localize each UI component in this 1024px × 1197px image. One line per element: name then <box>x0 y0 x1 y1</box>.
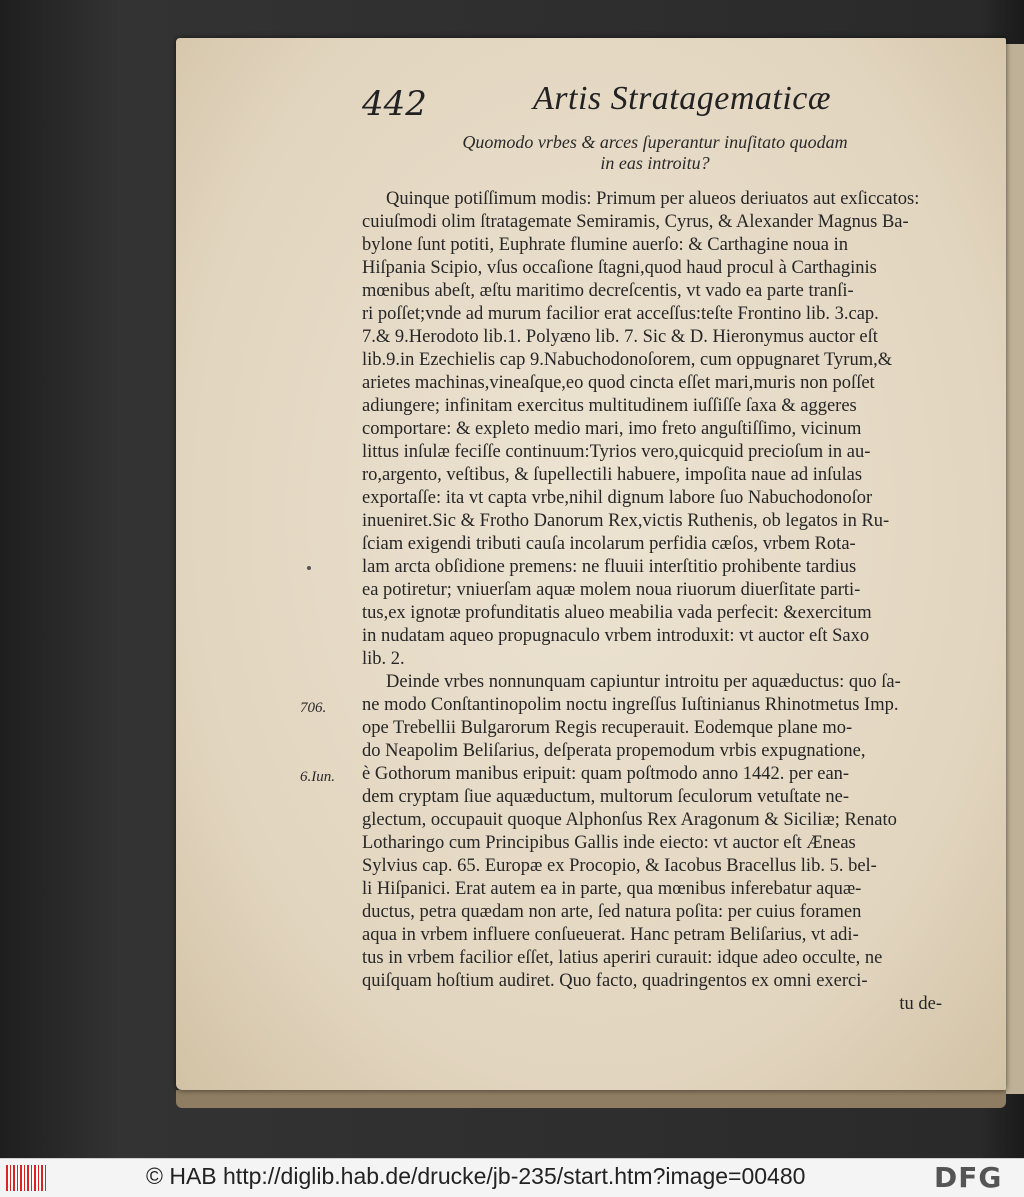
text-line: tus,ex ignotæ profunditatis alueo meabilia vada perfecit: &exercitum <box>362 603 872 623</box>
catchword: tu de- <box>899 994 942 1014</box>
text-line: inueniret.Sic & Frotho Danorum Rex,victis Ruthenis, ob legatos in Ru- <box>362 511 890 531</box>
page-number: 442 <box>362 84 427 124</box>
text-line: ne modo Conſtantinopolim noctu ingreſſus Iuſtinianus Rhinotmetus Imp. <box>362 695 899 715</box>
running-title: Artis Stratagematicæ <box>533 80 832 117</box>
viewer-footer <box>0 1158 1024 1197</box>
text-line: glectum, occupauit quoque Alphonſus Rex Aragonum & Siciliæ; Renato <box>362 810 897 830</box>
paragraph <box>362 188 942 671</box>
copyright-link[interactable]: © HAB http://diglib.hab.de/drucke/jb-235/start.htm?image=00480 <box>146 1163 806 1189</box>
text-line: quiſquam hoſtium audiret. Quo facto, quadringentos ex omni exerci- <box>362 971 868 991</box>
dfg-logo: DFG <box>934 1161 1003 1194</box>
text-line: lam arcta obſidione premens: ne fluuii interſtitio prohibente tardius <box>362 557 857 577</box>
section-heading-line-1: Quomodo vrbes & arces ſuperantur inuſitato quodam <box>462 132 848 152</box>
barcode-icon <box>6 1165 46 1191</box>
margin-note-2: 6.Iun. <box>300 769 335 785</box>
text-line: ſciam exigendi tributi cauſa incolarum perfidia cæſos, vrbem Rota- <box>362 534 856 554</box>
text-line: mœnibus abeſt, æſtu maritimo decreſcentis, vt vado ea parte tranſi- <box>362 281 854 301</box>
text-line: lib. 2. <box>362 649 405 669</box>
text-line: li Hiſpanici. Erat autem ea in parte, qua mœnibus inferebatur aquæ- <box>362 879 862 899</box>
text-line: è Gothorum manibus eripuit: quam poſtmodo anno 1442. per ean- <box>362 764 850 784</box>
text-line: ope Trebellii Bulgarorum Regis recuperauit. Eodemque plane mo- <box>362 718 853 738</box>
text-line: dem cryptam ſiue aquæductum, multorum ſeculorum vetuſtate ne- <box>362 787 850 807</box>
text-line: Sylvius cap. 65. Europæ ex Procopio, & Iacobus Bracellus lib. 5. bel- <box>362 856 877 876</box>
paragraphs <box>362 188 942 993</box>
text-line: in nudatam aqueo propugnaculo vrbem introduxit: vt auctor eſt Saxo <box>362 626 870 646</box>
margin-note-1: 706. <box>300 700 327 716</box>
text-line: comportare: & expleto medio mari, imo freto anguſtiſſimo, vicinum <box>362 419 862 439</box>
text-line: lib.9.in Ezechielis cap 9.Nabuchodonoſorem, cum oppugnaret Tyrum,& <box>362 350 893 370</box>
text-line: ro,argento, veſtibus, & ſupellectili habuere, impoſita naue ad inſulas <box>362 465 863 485</box>
text-line: 7.& 9.Herodoto lib.1. Polyæno lib. 7. Sic & D. Hieronymus auctor eſt <box>362 327 878 347</box>
text-line: tus in vrbem facilior eſſet, latius aperiri curauit: idque adeo occulte, ne <box>362 948 883 968</box>
text-line: Deinde vrbes nonnunquam capiuntur introitu per aquæductus: quo ſa- <box>386 672 901 692</box>
ink-mark <box>307 566 311 570</box>
text-line: littus inſulæ feciſſe continuum:Tyrios vero,quicquid precioſum in au- <box>362 442 871 462</box>
text-line: arietes machinas,vineaſque,eo quod cincta eſſet mari,muris non poſſet <box>362 373 875 393</box>
paragraph <box>362 671 942 993</box>
text-line: bylone ſunt potiti, Euphrate flumine auerſo: & Carthagine noua in <box>362 235 849 255</box>
section-heading-line-2: in eas introitu? <box>600 153 710 173</box>
text-line: ri poſſet;vnde ad murum facilior erat acceſſus:teſte Frontino lib. 3.cap. <box>362 304 879 324</box>
text-line: cuiuſmodi olim ſtratagemate Semiramis, Cyrus, & Alexander Magnus Ba- <box>362 212 909 232</box>
text-line: aqua in vrbem influere conſueuerat. Hanc petram Beliſarius, vt adi- <box>362 925 859 945</box>
text-line: adiungere; infinitam exercitus multitudinem iuſſiſſe ſaxa & aggeres <box>362 396 857 416</box>
text-line: ea potiretur; vniuerſam aquæ molem noua riuorum diuerſitate parti- <box>362 580 861 600</box>
text-line: ductus, petra quædam non arte, ſed natura poſita: per cuius foramen <box>362 902 862 922</box>
book-bottom-edge <box>176 1090 1006 1108</box>
text-line: Lotharingo cum Principibus Gallis inde eiecto: vt auctor eſt Æneas <box>362 833 856 853</box>
text-line: Quinque potiſſimum modis: Primum per alueos deriuatos aut exſiccatos: <box>386 189 920 209</box>
text-line: Hiſpania Scipio, vſus occaſione ſtagni,quod haud procul à Carthaginis <box>362 258 877 278</box>
text-line: do Neapolim Beliſarius, deſperata propemodum vrbis expugnatione, <box>362 741 866 761</box>
body-text <box>362 188 942 1016</box>
text-line: exportaſſe: ita vt capta vrbe,nihil dignum labore ſuo Nabuchodonoſor <box>362 488 873 508</box>
